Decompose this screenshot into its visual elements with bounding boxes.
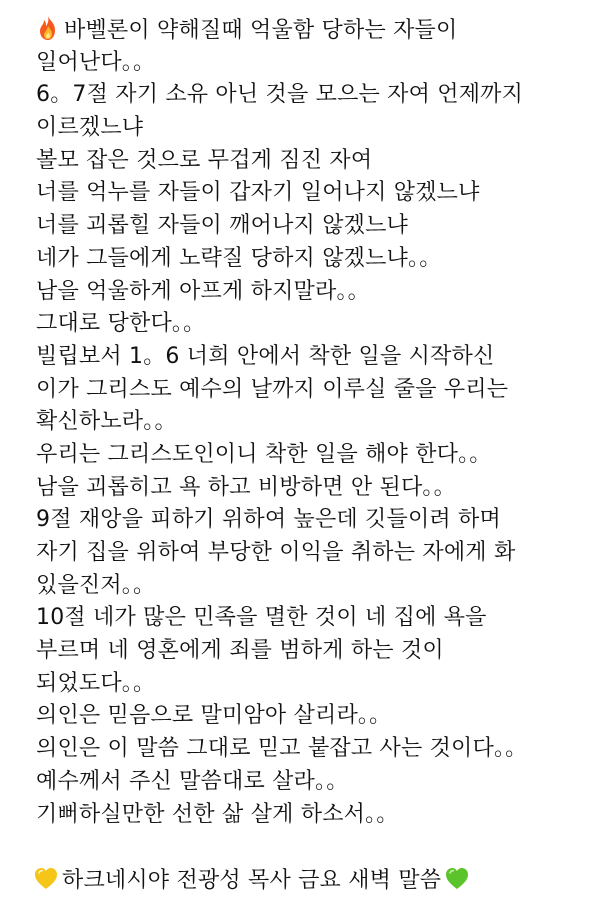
footer-line: [32, 864, 592, 897]
text-line: 부르며 네 영혼에게 죄를 범하게 하는 것이: [36, 638, 444, 664]
text-line: 남을 괴롭히고 욕 하고 비방하면 안 된다。。: [36, 474, 456, 500]
line-text: 바벨론이 약해질때 억울함 당하는 자들이: [64, 18, 458, 43]
text-line: 있을진저。。: [36, 572, 156, 598]
text-line: 너를 억누를 자들이 갑자기 일어나지 않겠느냐: [36, 180, 480, 206]
text-line: 9절 재앙을 피하기 위하여 높은데 깃들이려 하며: [36, 507, 501, 533]
text-line: 자기 집을 위하여 부당한 이익을 취하는 자에게 화: [36, 540, 516, 565]
text-line: 이르겠느냐: [36, 115, 144, 141]
text-line: 그대로 당한다。。: [36, 311, 206, 337]
text-line: 되었도다。。: [36, 670, 156, 696]
text-line: 볼모 잡은 것으로 무겁게 짐진 자여: [36, 147, 373, 173]
text-line: 네가 그들에게 노략질 당하지 않겠느냐。。: [36, 245, 442, 271]
text-line: [34, 14, 592, 47]
text-line: 너를 괴롭힐 자들이 깨어나지 않겠느냐: [36, 213, 409, 239]
text-line: 확신하노라。。: [36, 409, 177, 435]
text-line: 이가 그리스도 예수의 날까지 이루실 줄을 우리는: [36, 376, 509, 402]
text-line: 의인은 이 말씀 그대로 믿고 붙잡고 사는 것이다。。: [36, 736, 528, 762]
text-line: 남을 억울하게 아프게 하지말라。。: [36, 278, 370, 304]
text-line: 6。7절 자기 소유 아닌 것을 모으는 자여 언제까지: [36, 82, 524, 108]
fire-icon: [34, 14, 62, 42]
blank-line: [36, 831, 592, 864]
text-line: 예수께서 주신 말씀대로 살라。。: [36, 768, 349, 794]
text-line: 10절 네가 많은 민족을 멸한 것이 네 집에 욕을: [36, 605, 487, 631]
text-line: 빌립보서 1。6 너희 안에서 착한 일을 시작하신: [36, 343, 495, 369]
text-line: 일어난다。。: [36, 49, 156, 75]
green-heart-icon: [443, 864, 471, 892]
text-line: 우리는 그리스도인이니 착한 일을 해야 한다。。: [36, 441, 492, 467]
text-line: 의인은 믿음으로 말미암아 살리라。。: [36, 703, 392, 729]
text-line: 기뻐하실만한 선한 삶 살게 하소서。。: [36, 801, 399, 827]
note-body: [36, 14, 592, 897]
yellow-heart-icon: [32, 864, 60, 892]
footer-text: 하크네시야 전광성 목사 금요 새벽 말씀: [62, 867, 442, 893]
